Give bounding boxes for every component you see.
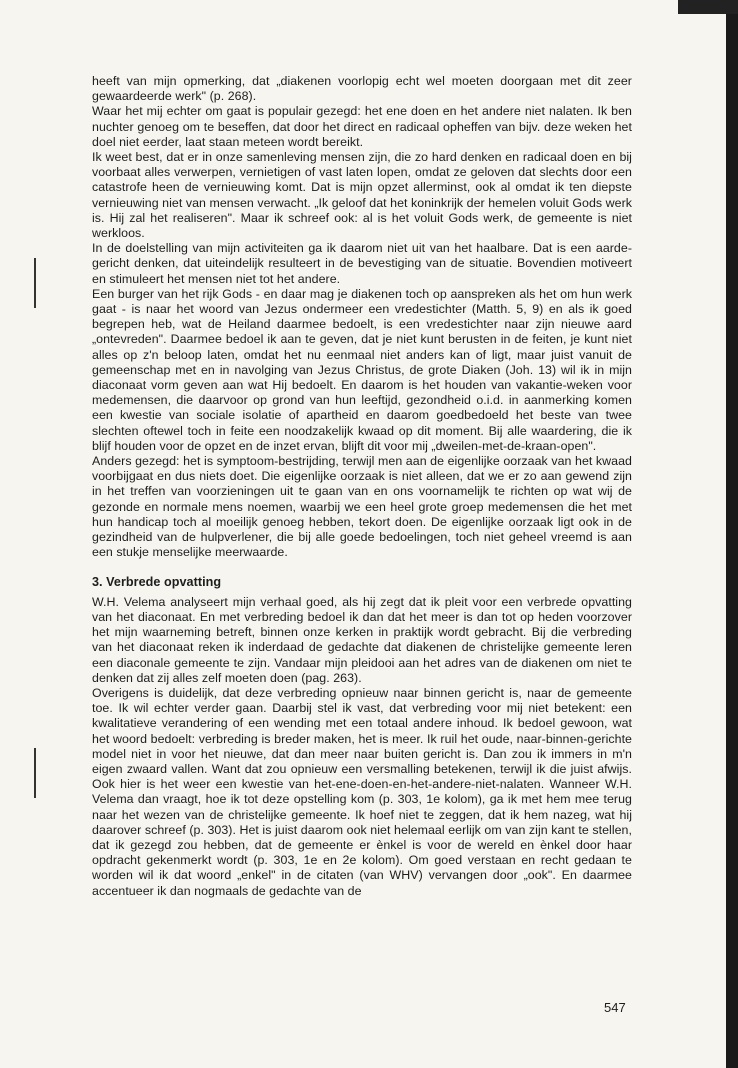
scan-edge-right xyxy=(726,0,738,1068)
paragraph-7: W.H. Velema analyseert mijn verhaal goed, als hij zegt dat ik pleit voor een verbrede opvatting van het diaconaat. En met verbreding bedoel ik dan dat het meer is dan tot op heden voorzover het mijn waarneming betreft, binnen onze kerken in praktijk wordt gebracht. Bij die verbreding van het diaconaat reken ik inderdaad de gedachte dat diakenen de christelijke gemeente leren een diaconale gemeente te zijn. Vandaar mijn pleidooi aan het adres van de diakenen om niet te denken dat zij alles zelf moeten doen (pag. 263). xyxy=(92,594,632,685)
margin-mark-upper xyxy=(34,258,36,308)
page-number: 547 xyxy=(604,1000,626,1015)
paragraph-2: Waar het mij echter om gaat is populair gezegd: het ene doen en het andere niet nalaten. Ik ben nuchter genoeg om te beseffen, dat door het direct en radicaal opheffen van bijv. deze weken het doel niet eerder, laat staan meteen wordt bereikt. xyxy=(92,104,632,149)
paragraph-3: Ik weet best, dat er in onze samenleving mensen zijn, die zo hard denken en radicaal doen en bij voorbaat alles verwerpen, vernietigen of vast laten lopen, omdat ze geloven dat slechts door een catastrofe heen de vernieuwing komt. Dat is mijn opzet allerminst, ook al omdat ik ten diepste vernieuwing niet van mensen verwacht. „Ik geloof dat het koninkrijk der hemelen voluit Gods werk is. Hij zal het realiseren". Maar ik schreef ook: al is het voluit Gods werk, de gemeente is niet werkloos. xyxy=(92,150,632,241)
paragraph-5: Een burger van het rijk Gods - en daar mag je diakenen toch op aanspreken als het om hun werk gaat - is naar het woord van Jezus ondermeer een vredestichter (Matth. 5, 9) en als ik goed begrepen heb, wat de Heiland daarmee bedoelt, is een vredestichter naar zijn nieuwe aard „ontevreden". Daarmee bedoel ik aan te geven, dat je niet kunt berusten in de feiten, je kunt niet alles op z'n beloop laten, omdat het nu eenmaal niet anders kan of ligt, maar juist vanuit de gemeenschap met en in navolging van Jezus Christus, de grote Diaken (Joh. 13) wil ik in mijn diaconaat vorm geven aan wat Hij bedoelt. En daarom is het houden van vakantie-weken voor medemensen, die daarvoor op grond van hun leeftijd, gezondheid o.i.d. in aanmerking komen een kwestie van sociale isolatie of apartheid en daarom goedbedoeld het beste van twee slechten oftewel toch in feite een noodzakelijk kwaad op dit moment. Bij alle waardering, die ik blijf houden voor de opzet en de inzet ervan, blijft dit voor mij „dweilen-met-de-kraan-open". xyxy=(92,286,632,453)
article-body xyxy=(92,74,632,899)
paragraph-6: Anders gezegd: het is symptoom-bestrijding, terwijl men aan de eigenlijke oorzaak van het kwaad voorbijgaat en dus niets doet. Die eigenlijke oorzaak is niet alleen, dat we er zo aan gewend zijn in het treffen van voorzieningen uit te gaan van en ons voornamelijk te richten op wat wij de gezonde en normale mens noemen, waarbij we een heel grote groep medemensen die het met hun handicap toch al moeilijk genoeg hebben, tekort doen. De eigenlijke oorzaak ligt ook in de gezindheid van de hulpverlener, die bij alle goede bedoelingen, toch niet geheel vreemd is aan een stukje menselijke meerwaarde. xyxy=(92,454,632,560)
section-heading: 3. Verbrede opvatting xyxy=(92,574,222,589)
paragraph-8: Overigens is duidelijk, dat deze verbreding opnieuw naar binnen gericht is, naar de gemeente toe. Ik wil echter verder gaan. Daarbij stel ik vast, dat verbreding voor mij niet betekent: een kwalitatieve verandering of een wending met een totaal andere inhoud. Ik bedoel gewoon, wat het woord bedoelt: verbreding is breder maken, het is meer. Ik ruil het oude, naar-binnen-gerichte model niet in voor het nieuwe, dat dan meer naar buiten gericht is. Dan zou ik immers in m'n eigen zwaard vallen. Want dat zou opnieuw een versmalling betekenen, terwijl ik die juist afwijs. Ook hier is het weer een kwestie van het-ene-doen-en-het-andere-niet-nalaten. Wanneer W.H. Velema dan vraagt, hoe ik tot deze opstelling kom (p. 303, 1e kolom), ga ik met hem mee terug naar het wezen van de christelijke gemeente. Ik hoef niet te zeggen, dat ik hem nazeg, wat hij daarover schreef (p. 303). Het is juist daarom ook niet helemaal eerlijk om van zijn kant te stellen, dat ik gezegd zou hebben, dat de gemeente er ènkel is voor de wereld en ènkel door haar opdracht gekenmerkt wordt (p. 303, 1e en 2e kolom). Om goed verstaan en recht gedaan te worden wil ik dat woord „enkel" in de citaten (van WHV) vervangen door „ook". En daarmee accentueer ik dan nogmaals de gedachte van de xyxy=(92,685,632,898)
paragraph-4: In de doelstelling van mijn activiteiten ga ik daarom niet uit van het haalbare. Dat is een aarde-gericht denken, dat uiteindelijk resulteert in de bevestiging van de situatie. Bovendien motiveert en stimuleert het mensen niet tot het andere. xyxy=(92,241,632,286)
margin-mark-lower xyxy=(34,748,36,798)
scan-edge-top xyxy=(678,0,738,14)
paragraph-1: heeft van mijn opmerking, dat „diakenen voorlopig echt wel moeten doorgaan met dit zeer gewaardeerde werk" (p. 268). xyxy=(92,74,632,104)
